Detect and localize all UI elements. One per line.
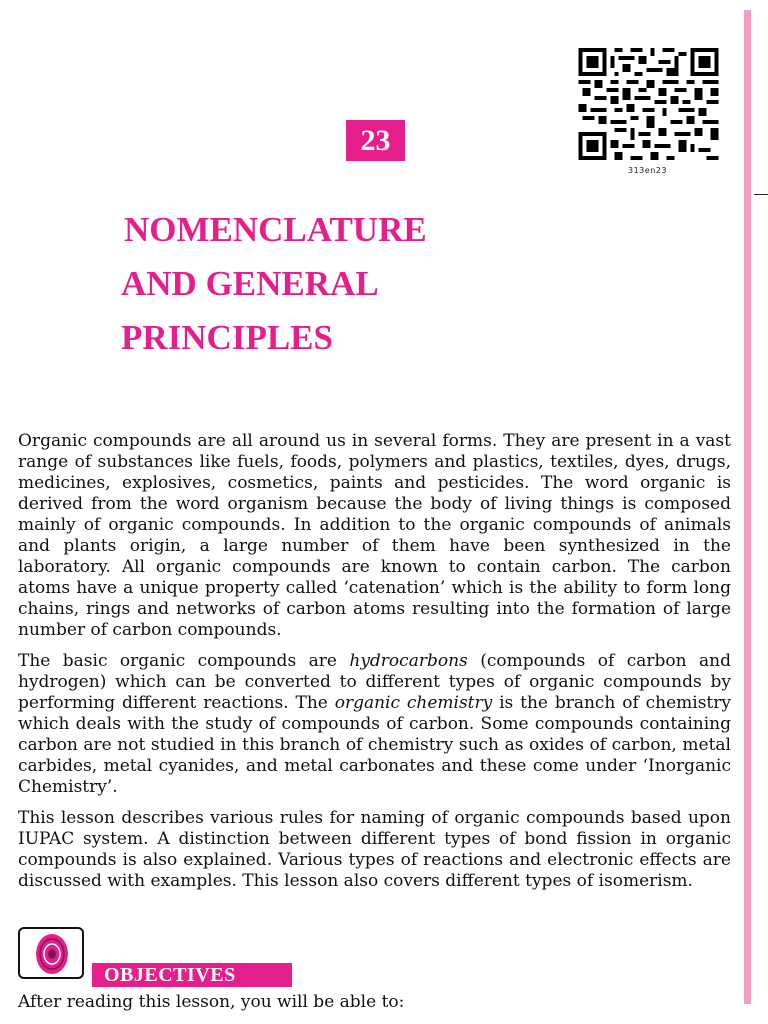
qr-code-label: 313en23: [628, 166, 667, 175]
intro-paragraph: Organic compounds are all around us in several forms. They are present in a vast range of substances like fuels, foods, polymers and plastics, textiles, dyes, drugs, medicines, explosives, cosmetics, paints and pesticides. The word organic is derived from the word organism because the body of living things is composed mainly of organic compounds. In addition to the organic compounds of animals and plants origin, a large number of them have been synthesized in the laboratory. All organic compounds are known to contain carbon. The carbon atoms have a unique property called ‘catenation’ which is the ability to form long chains, rings and networks of carbon atoms resulting into the formation of large number of carbon compounds.: [18, 431, 731, 640]
chapter-title-line-3: PRINCIPLES: [121, 318, 333, 357]
chapter-title-line-1: NOMENCLATURE: [124, 210, 427, 249]
paragraph-text: The basic organic compounds are: [18, 651, 350, 671]
margin-tick: [754, 194, 768, 195]
term-hydrocarbons: hydrocarbons: [349, 651, 468, 671]
qr-code-image: [578, 48, 719, 160]
lesson-overview-paragraph: This lesson describes various rules for naming of organic compounds based upon IUPAC system. A distinction between different types of bond fission in organic compounds is also explained. Various types of reactions and electronic effects are discussed with examples. This lesson also covers different types of isomerism.: [18, 808, 731, 891]
objectives-intro: After reading this lesson, you will be able to:: [18, 992, 405, 1012]
page-margin-bar: [744, 10, 751, 1004]
objectives-icon-frame: [18, 927, 84, 979]
chapter-title-line-2: AND GENERAL: [121, 264, 379, 303]
objectives-heading: OBJECTIVES: [92, 963, 292, 987]
term-organic-chemistry: organic chemistry: [334, 693, 493, 713]
hydrocarbons-paragraph: [18, 651, 731, 798]
target-icon: [32, 932, 72, 976]
chapter-number-badge: 23: [346, 120, 405, 161]
paragraph-text: is the branch of chemistry which deals with the study of compounds of carbon. Some compounds containing carbon are not studied in this branch of chemistry such as oxides of carbon, metal carbides, metal cyanides, and metal carbonates and these come under ‘Inorganic Chemistry’.: [18, 693, 731, 797]
paragraph-text: (compounds of carbon and hydrogen) which can be converted to different types of organic compounds by performing different reactions. The: [18, 651, 731, 713]
